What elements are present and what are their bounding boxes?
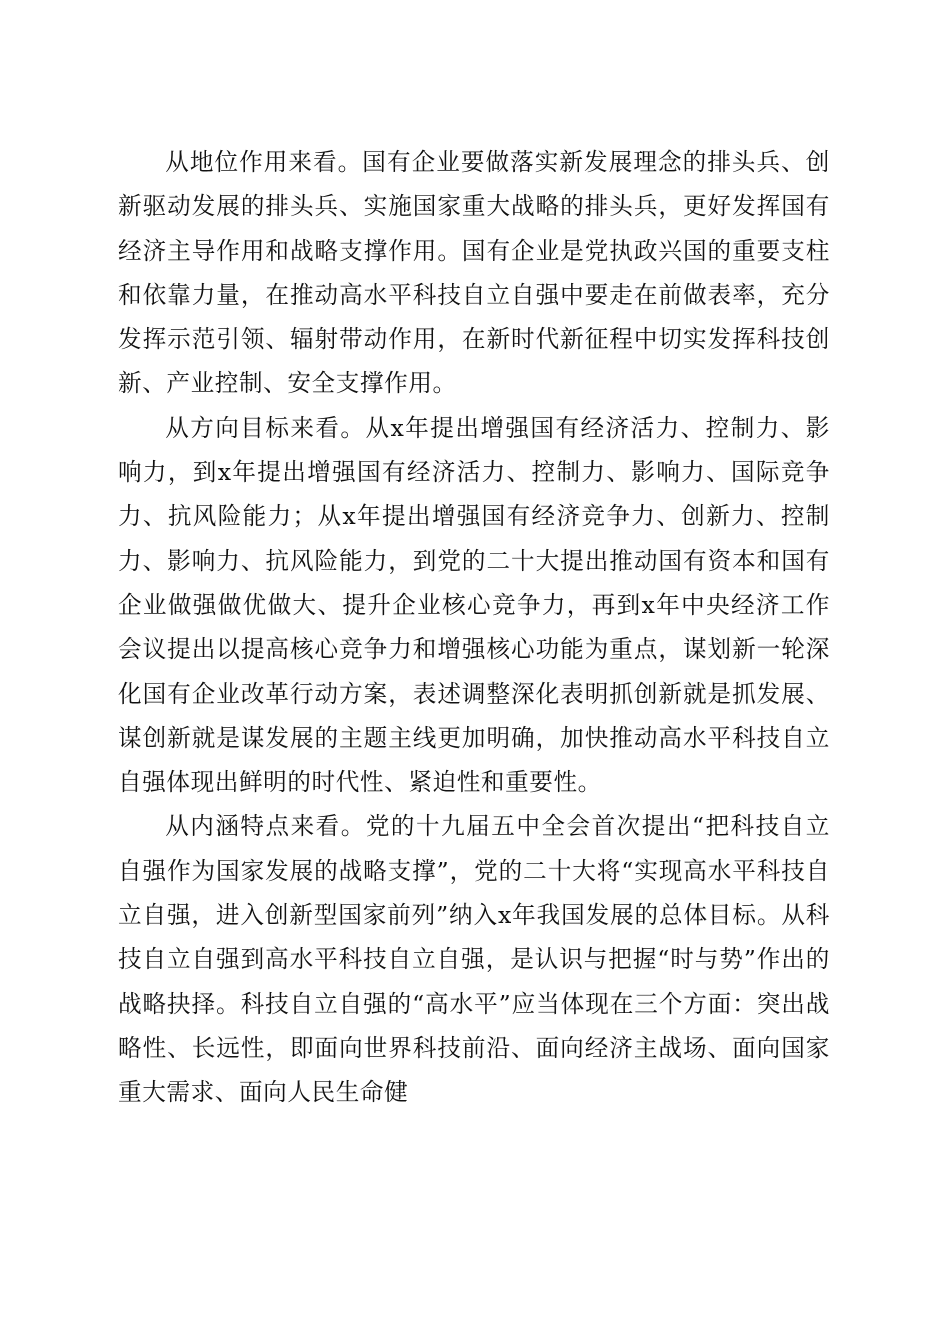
paragraph-direction-goal: 从方向目标来看。从x年提出增强国有经济活力、控制力、影响力，到x年提出增强国有经济活力、控制力、影响力、国际竞争力、抗风险能力；从x年提出增强国有经济竞争力、创新力、控制力、影响力、抗风险能力，到党的二十大提出推动国有资本和国有企业做强做优做大、提升企业核心竞争力，再到x年中央经济工作会议提出以提高核心竞争力和增强核心功能为重点，谋划新一轮深化国有企业改革行动方案，表述调整深化表明抓创新就是抓发展、谋创新就是谋发展的主题主线更加明确，加快推动高水平科技自立自强体现出鲜明的时代性、紧迫性和重要性。: [118, 413, 830, 797]
paragraph-position-role: 从地位作用来看。国有企业要做落实新发展理念的排头兵、创新驱动发展的排头兵、实施国家重大战略的排头兵，更好发挥国有经济主导作用和战略支撑作用。国有企业是党执政兴国的重要支柱和依靠力量，在推动高水平科技自立自强中要走在前做表率，充分发挥示范引领、辐射带动作用，在新时代新征程中切实发挥科技创新、产业控制、安全支撑作用。: [118, 148, 830, 398]
paragraph-connotation-features: 从内涵特点来看。党的十九届五中全会首次提出“把科技自立自强作为国家发展的战略支撑”，党的二十大将“实现高水平科技自立自强，进入创新型国家前列”纳入x年我国发展的总体目标。从科技自立自强到高水平科技自立自强，是认识与把握“时与势”作出的战略抉择。科技自立自强的“高水平”应当体现在三个方面：突出战略性、长远性，即面向世界科技前沿、面向经济主战场、面向国家重大需求、面向人民生命健: [118, 812, 830, 1107]
document-body: [118, 140, 830, 1115]
